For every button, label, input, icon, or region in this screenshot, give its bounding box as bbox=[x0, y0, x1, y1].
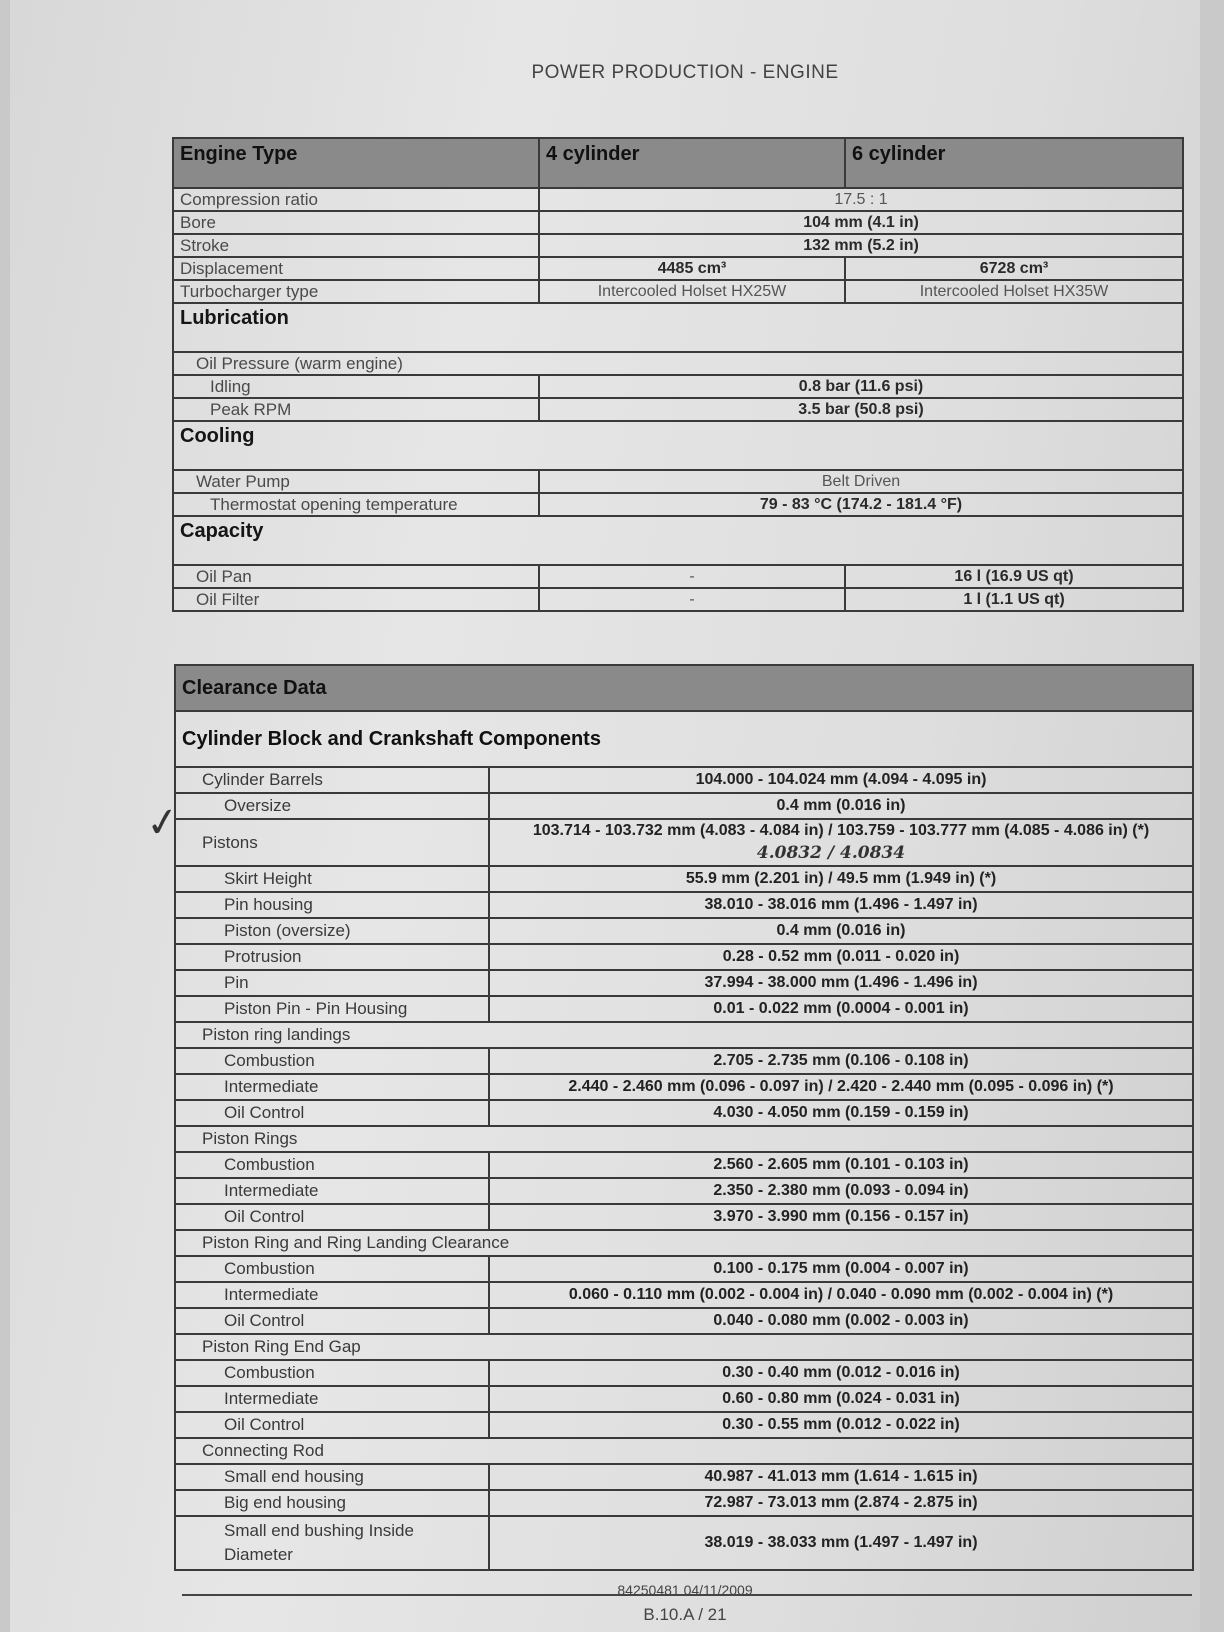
row-label: Intermediate bbox=[175, 1074, 489, 1100]
clearance-row bbox=[175, 1516, 1193, 1570]
row-label: Intermediate bbox=[175, 1386, 489, 1412]
row-value: 37.994 - 38.000 mm (1.496 - 1.496 in) bbox=[489, 970, 1193, 996]
row-label: Oil Control bbox=[175, 1412, 489, 1438]
clearance-row bbox=[175, 1308, 1193, 1334]
clearance-row-pistons bbox=[175, 819, 1193, 866]
group-label: Connecting Rod bbox=[175, 1438, 1193, 1464]
clearance-row bbox=[175, 866, 1193, 892]
spec-row bbox=[173, 280, 1183, 303]
group-label: Piston Rings bbox=[175, 1126, 1193, 1152]
spec-row bbox=[173, 234, 1183, 257]
header-6-cylinder: 6 cylinder bbox=[845, 138, 1183, 188]
row-label: Intermediate bbox=[175, 1178, 489, 1204]
group-label: Oil Pressure (warm engine) bbox=[173, 352, 1183, 375]
page-header: POWER PRODUCTION - ENGINE bbox=[531, 62, 839, 83]
spec-value-6cyl: 16 l (16.9 US qt) bbox=[845, 565, 1183, 588]
spec-row bbox=[173, 257, 1183, 280]
clearance-row bbox=[175, 996, 1193, 1022]
handwritten-note: 4.0832 / 4.0834 bbox=[756, 843, 906, 863]
spec-value-6cyl: 1 l (1.1 US qt) bbox=[845, 588, 1183, 611]
row-value: 40.987 - 41.013 mm (1.614 - 1.615 in) bbox=[489, 1464, 1193, 1490]
clearance-header: Clearance Data bbox=[175, 665, 1193, 711]
row-value: 2.350 - 2.380 mm (0.093 - 0.094 in) bbox=[489, 1178, 1193, 1204]
row-value: 0.4 mm (0.016 in) bbox=[489, 918, 1193, 944]
clearance-row bbox=[175, 1282, 1193, 1308]
row-value: 0.060 - 0.110 mm (0.002 - 0.004 in) / 0.040 - 0.090 mm (0.002 - 0.004 in) (*) bbox=[489, 1282, 1193, 1308]
spec-label: Water Pump bbox=[173, 470, 539, 493]
group-label: Piston Ring End Gap bbox=[175, 1334, 1193, 1360]
row-label: Intermediate bbox=[175, 1282, 489, 1308]
row-label: Piston Pin - Pin Housing bbox=[175, 996, 489, 1022]
clearance-row bbox=[175, 1256, 1193, 1282]
row-value: 104.000 - 104.024 mm (4.094 - 4.095 in) bbox=[489, 767, 1193, 793]
row-value: 2.440 - 2.460 mm (0.096 - 0.097 in) / 2.420 - 2.440 mm (0.095 - 0.096 in) (*) bbox=[489, 1074, 1193, 1100]
spec-label: Displacement bbox=[173, 257, 539, 280]
row-value: 0.4 mm (0.016 in) bbox=[489, 793, 1193, 819]
row-label: Piston (oversize) bbox=[175, 918, 489, 944]
row-label: Combustion bbox=[175, 1360, 489, 1386]
clearance-group-row bbox=[175, 1126, 1193, 1152]
clearance-group-row bbox=[175, 1438, 1193, 1464]
clearance-row bbox=[175, 793, 1193, 819]
spec-row bbox=[173, 493, 1183, 516]
row-label: Combustion bbox=[175, 1048, 489, 1074]
spec-label: Stroke bbox=[173, 234, 539, 257]
spec-label: Oil Filter bbox=[173, 588, 539, 611]
spec-row bbox=[173, 588, 1183, 611]
row-value: 72.987 - 73.013 mm (2.874 - 2.875 in) bbox=[489, 1490, 1193, 1516]
document-code: 84250481 04/11/2009 bbox=[617, 1582, 753, 1598]
section-title: Lubrication bbox=[173, 303, 1183, 352]
row-label: Small end housing bbox=[175, 1464, 489, 1490]
row-value: 0.100 - 0.175 mm (0.004 - 0.007 in) bbox=[489, 1256, 1193, 1282]
spec-row bbox=[173, 398, 1183, 421]
engine-spec-table bbox=[172, 137, 1184, 612]
spec-value-4cyl: Intercooled Holset HX25W bbox=[539, 280, 845, 303]
checkmark-icon: ✓ bbox=[143, 798, 183, 848]
row-value: 3.970 - 3.990 mm (0.156 - 0.157 in) bbox=[489, 1204, 1193, 1230]
spec-value: 132 mm (5.2 in) bbox=[539, 234, 1183, 257]
spec-value-6cyl: Intercooled Holset HX35W bbox=[845, 280, 1183, 303]
spec-group-row bbox=[173, 352, 1183, 375]
group-label: Piston Ring and Ring Landing Clearance bbox=[175, 1230, 1193, 1256]
row-label: Oil Control bbox=[175, 1100, 489, 1126]
row-label: Pin bbox=[175, 970, 489, 996]
spec-value: Belt Driven bbox=[539, 470, 1183, 493]
clearance-row bbox=[175, 1360, 1193, 1386]
spec-value-6cyl: 6728 cm³ bbox=[845, 257, 1183, 280]
row-value: 0.01 - 0.022 mm (0.0004 - 0.001 in) bbox=[489, 996, 1193, 1022]
clearance-row bbox=[175, 1048, 1193, 1074]
clearance-title: Cylinder Block and Crankshaft Components bbox=[175, 711, 1193, 767]
spec-row bbox=[173, 188, 1183, 211]
row-label: Big end housing bbox=[175, 1490, 489, 1516]
spec-value: 0.8 bar (11.6 psi) bbox=[539, 375, 1183, 398]
row-label: Combustion bbox=[175, 1152, 489, 1178]
row-label: Pin housing bbox=[175, 892, 489, 918]
clearance-data-table bbox=[174, 664, 1194, 1571]
spec-value-4cyl: - bbox=[539, 588, 845, 611]
row-label: Combustion bbox=[175, 1256, 489, 1282]
spec-row bbox=[173, 375, 1183, 398]
clearance-row bbox=[175, 1464, 1193, 1490]
clearance-row bbox=[175, 1074, 1193, 1100]
row-value bbox=[489, 819, 1193, 866]
row-label: Pistons bbox=[175, 819, 489, 866]
section-lubrication bbox=[173, 303, 1183, 352]
clearance-row bbox=[175, 1178, 1193, 1204]
row-value: 0.040 - 0.080 mm (0.002 - 0.003 in) bbox=[489, 1308, 1193, 1334]
group-label: Piston ring landings bbox=[175, 1022, 1193, 1048]
clearance-header-row bbox=[175, 665, 1193, 711]
spec-label: Bore bbox=[173, 211, 539, 234]
spec-label: Turbocharger type bbox=[173, 280, 539, 303]
row-label: Oil Control bbox=[175, 1308, 489, 1334]
spec-label: Idling bbox=[173, 375, 539, 398]
clearance-row bbox=[175, 892, 1193, 918]
clearance-row bbox=[175, 1386, 1193, 1412]
row-value: 0.28 - 0.52 mm (0.011 - 0.020 in) bbox=[489, 944, 1193, 970]
clearance-row bbox=[175, 1490, 1193, 1516]
clearance-group-row bbox=[175, 1334, 1193, 1360]
clearance-row bbox=[175, 767, 1193, 793]
spec-row bbox=[173, 470, 1183, 493]
clearance-row bbox=[175, 1204, 1193, 1230]
clearance-row bbox=[175, 1412, 1193, 1438]
pistons-value: 103.714 - 103.732 mm (4.083 - 4.084 in) / 103.759 - 103.777 mm (4.085 - 4.086 in) (*) bbox=[532, 822, 1150, 839]
row-value: 4.030 - 4.050 mm (0.159 - 0.159 in) bbox=[489, 1100, 1193, 1126]
clearance-row bbox=[175, 970, 1193, 996]
row-value: 38.019 - 38.033 mm (1.497 - 1.497 in) bbox=[489, 1516, 1193, 1570]
section-capacity bbox=[173, 516, 1183, 565]
spec-value: 79 - 83 °C (174.2 - 181.4 °F) bbox=[539, 493, 1183, 516]
spec-value: 3.5 bar (50.8 psi) bbox=[539, 398, 1183, 421]
spec-value: 104 mm (4.1 in) bbox=[539, 211, 1183, 234]
header-engine-type: Engine Type bbox=[173, 138, 539, 188]
row-label: Protrusion bbox=[175, 944, 489, 970]
row-value: 0.30 - 0.55 mm (0.012 - 0.022 in) bbox=[489, 1412, 1193, 1438]
header-4-cylinder: 4 cylinder bbox=[539, 138, 845, 188]
row-value: 0.30 - 0.40 mm (0.012 - 0.016 in) bbox=[489, 1360, 1193, 1386]
row-value: 38.010 - 38.016 mm (1.496 - 1.497 in) bbox=[489, 892, 1193, 918]
spec-label: Oil Pan bbox=[173, 565, 539, 588]
clearance-row bbox=[175, 1152, 1193, 1178]
clearance-row bbox=[175, 1100, 1193, 1126]
page-number: B.10.A / 21 bbox=[643, 1605, 727, 1624]
row-value: 2.560 - 2.605 mm (0.101 - 0.103 in) bbox=[489, 1152, 1193, 1178]
spec-value: 17.5 : 1 bbox=[539, 188, 1183, 211]
spec-label: Peak RPM bbox=[173, 398, 539, 421]
spec-value-4cyl: - bbox=[539, 565, 845, 588]
spec-row bbox=[173, 565, 1183, 588]
clearance-row bbox=[175, 944, 1193, 970]
section-title: Cooling bbox=[173, 421, 1183, 470]
clearance-row bbox=[175, 918, 1193, 944]
row-value: 55.9 mm (2.201 in) / 49.5 mm (1.949 in) (*) bbox=[489, 866, 1193, 892]
row-label: Oversize bbox=[175, 793, 489, 819]
row-label: Cylinder Barrels bbox=[175, 767, 489, 793]
row-label: Small end bushing Inside Diameter bbox=[175, 1516, 489, 1570]
row-value: 2.705 - 2.735 mm (0.106 - 0.108 in) bbox=[489, 1048, 1193, 1074]
clearance-group-row bbox=[175, 1230, 1193, 1256]
row-label: Oil Control bbox=[175, 1204, 489, 1230]
row-value: 0.60 - 0.80 mm (0.024 - 0.031 in) bbox=[489, 1386, 1193, 1412]
row-label: Skirt Height bbox=[175, 866, 489, 892]
spec-label: Compression ratio bbox=[173, 188, 539, 211]
spec-value-4cyl: 4485 cm³ bbox=[539, 257, 845, 280]
clearance-group-row bbox=[175, 1022, 1193, 1048]
section-title: Capacity bbox=[173, 516, 1183, 565]
spec-row bbox=[173, 211, 1183, 234]
spec-header-row bbox=[173, 138, 1183, 188]
clearance-title-row bbox=[175, 711, 1193, 767]
section-cooling bbox=[173, 421, 1183, 470]
spec-label: Thermostat opening temperature bbox=[173, 493, 539, 516]
